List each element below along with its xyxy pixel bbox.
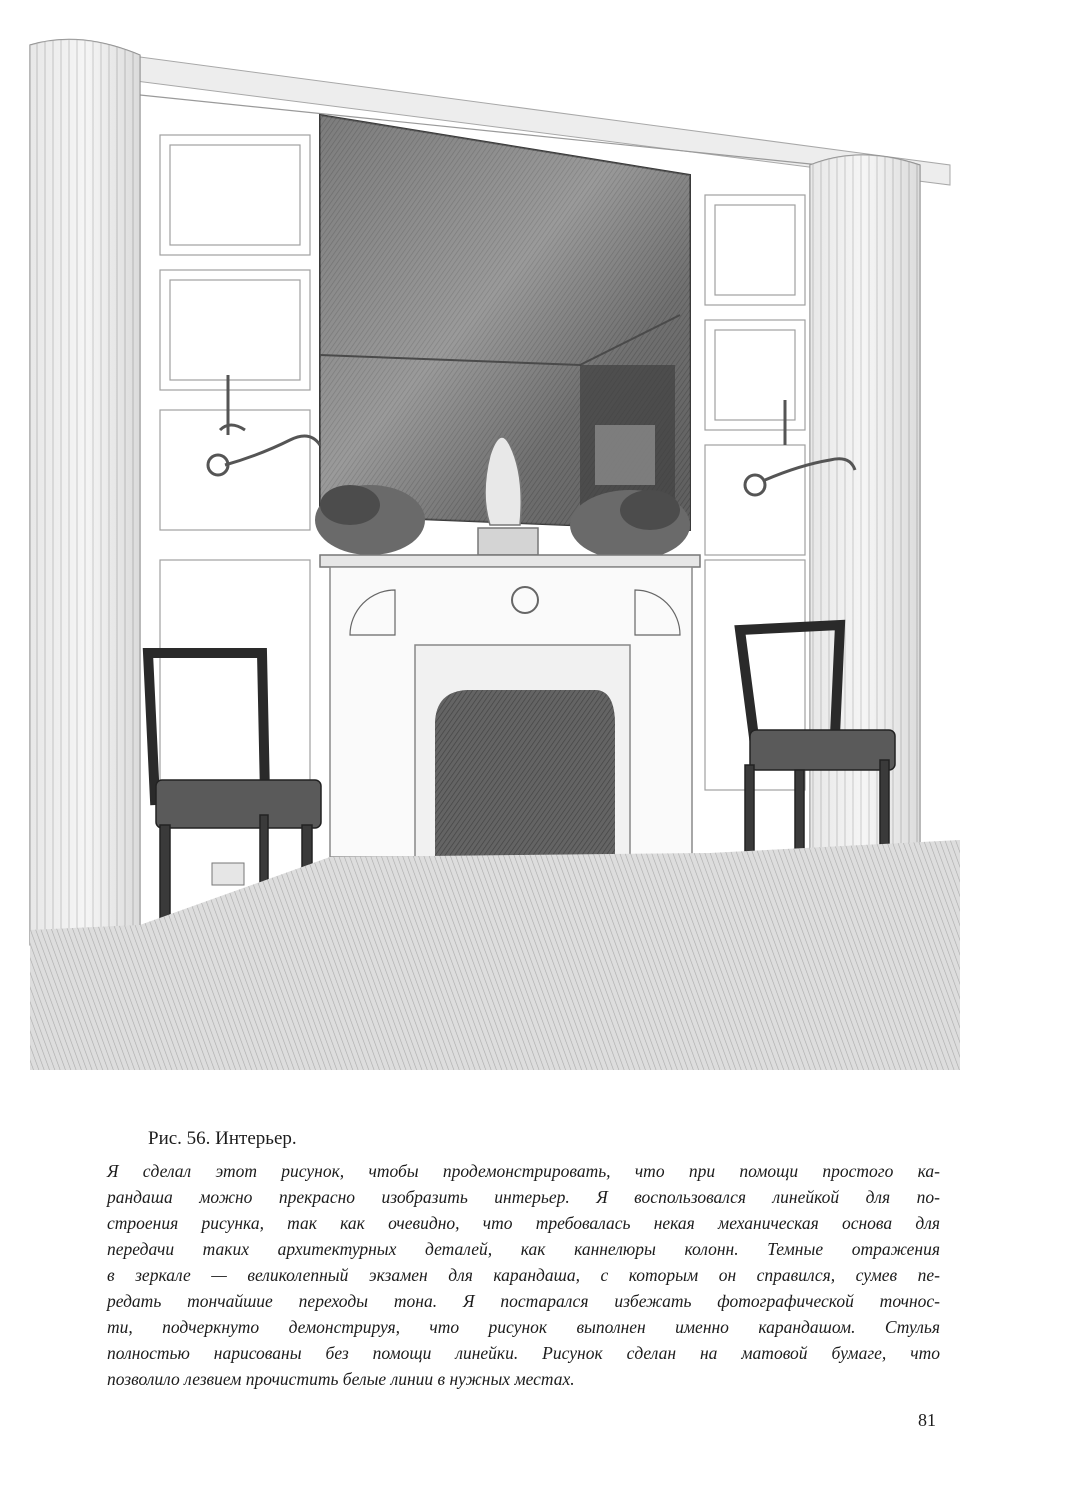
page-number: 81	[918, 1410, 936, 1430]
description-line: строения рисунка, так как очевидно, что требовалась некая механическая основа для	[107, 1213, 940, 1233]
fireplace	[320, 555, 700, 857]
figure-description	[107, 1158, 940, 1392]
description-line: Я сделал этот рисунок, чтобы продемонстрировать, что при помощи простого ка-	[107, 1161, 940, 1181]
description-line: полностью нарисованы без помощи линейки. Рисунок сделан на матовой бумаге, что	[107, 1343, 940, 1363]
description-line: передачи таких архитектурных деталей, как каннелюры колонн. Темные отражения	[107, 1239, 940, 1259]
description-line: редать тончайшие переходы тона. Я постарался избежать фотографической точнос-	[107, 1291, 940, 1311]
right-column	[810, 155, 920, 933]
description-line: в зеркале — великолепный экзамен для карандаша, с которым он справился, сумев пе-	[107, 1265, 940, 1285]
description-line: рандаша можно прекрасно изобразить интерьер. Я воспользовался линейкой для по-	[107, 1187, 940, 1207]
left-column	[30, 39, 140, 952]
interior-pencil-drawing	[20, 25, 970, 1070]
description-line: позволило лезвием прочистить белые линии в нужных местах.	[107, 1369, 575, 1389]
figure-caption-title: Рис. 56. Интерьер.	[148, 1128, 297, 1149]
description-line: ти, подчеркнуто демонстрируя, что рисунок выполнен именно карандашом. Стулья	[107, 1317, 940, 1337]
